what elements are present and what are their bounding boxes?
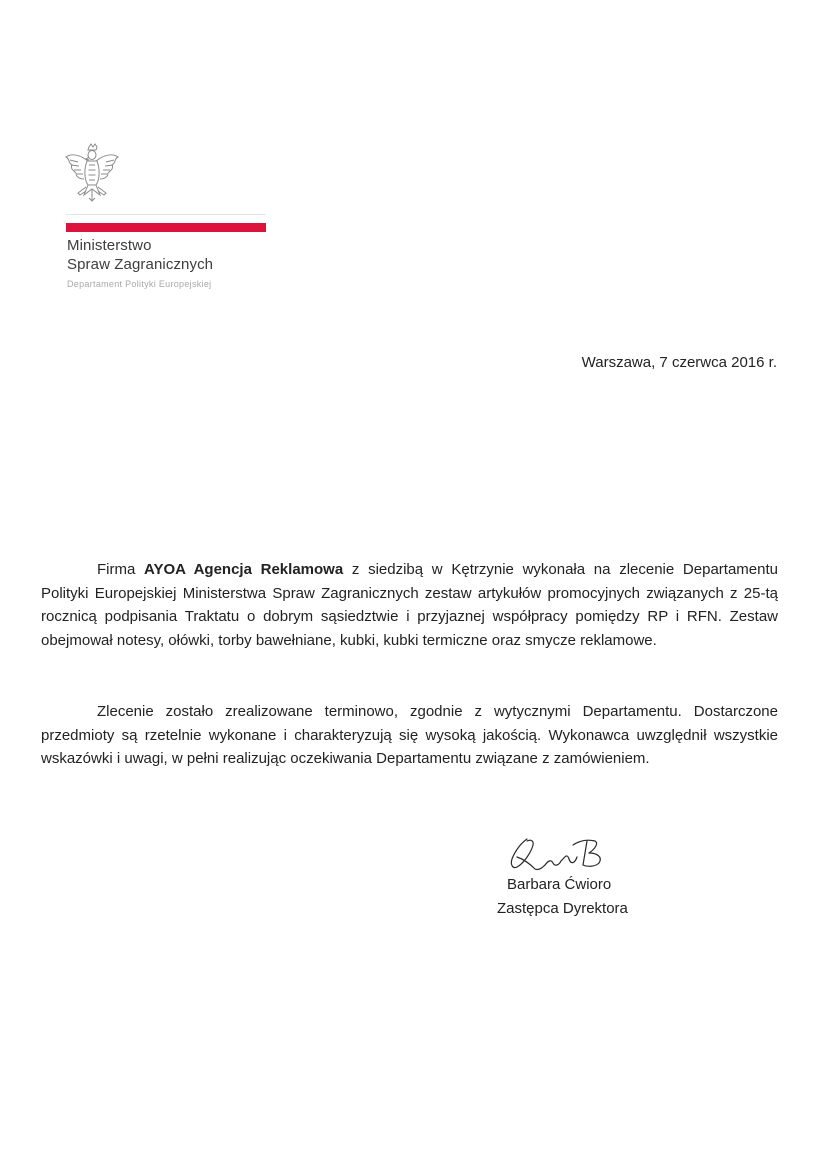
- place-and-date: Warszawa, 7 czerwca 2016 r.: [581, 354, 777, 371]
- flag-red-stripe: [66, 223, 266, 232]
- p1-intro: Firma: [97, 561, 145, 578]
- body-paragraph-2: [41, 700, 778, 771]
- polish-flag-stripe: [66, 214, 266, 232]
- signer-name: Barbara Ćwioro: [507, 876, 612, 893]
- flag-white-stripe: [66, 214, 266, 223]
- ministry-name-line2: Spraw Zagranicznych: [67, 256, 214, 273]
- polish-eagle-emblem-icon: [62, 143, 122, 205]
- p1-rest: z siedzibą w Kętrzynie wykonała na zlecenie Departamentu Polityki Europejskiej Ministerstwa Spraw Zagranicznych zestaw artykułów promocyjnych związanych z 25-tą rocznicą podpisania Traktatu o dobrym sąsiedztwie i przyjaznej współpracy pomiędzy RP i RFN. Zestaw obejmował notesy, ołówki, torby bawełniane, kubki, kubki termiczne oraz smycze reklamowe.: [41, 561, 778, 649]
- body-paragraph-1: [41, 558, 778, 652]
- company-name: AYOA Agencja Reklamowa: [144, 561, 344, 578]
- p2-text: Zlecenie zostało zrealizowane terminowo, zgodnie z wytycznymi Departamentu. Dostarczone przedmioty są rzetelnie wykonane i charakteryzują się wysoką jakością. Wykonawca uwzględnił wszystkie wskazówki i uwagi, w pełni realizując oczekiwania Departamentu związane z zamówieniem.: [41, 703, 778, 767]
- handwritten-signature-icon: [503, 833, 615, 877]
- ministry-name-line1: Ministerstwo: [67, 237, 152, 254]
- department-name: Departament Polityki Europejskiej: [67, 279, 212, 289]
- signer-title: Zastępca Dyrektora: [497, 900, 628, 917]
